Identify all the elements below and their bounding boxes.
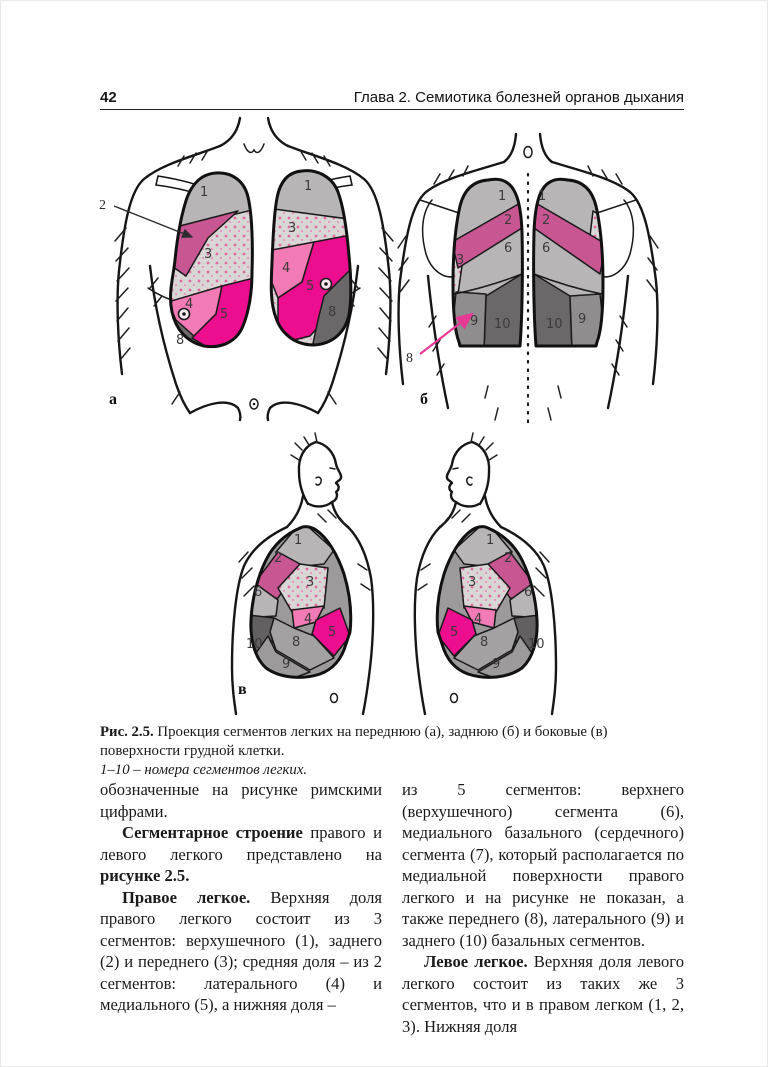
view-label-a: а [109, 391, 117, 408]
view-label-v: в [238, 681, 247, 698]
pointer-label-segment-8: 8 [406, 351, 413, 366]
front-right-lung [158, 162, 262, 362]
figure-caption-note: 1–10 – номера сегментов легких. [100, 762, 308, 778]
lateral-left-body [232, 433, 373, 714]
left-column [100, 779, 382, 1037]
paragraph [100, 822, 382, 887]
segment-number: 10 [546, 317, 563, 332]
segment-number: 10 [494, 317, 511, 332]
right-column [402, 779, 684, 1037]
segment-number: 4 [185, 297, 194, 312]
figure-caption [100, 723, 684, 780]
segment-number: 5 [220, 307, 229, 322]
segment-number: 9 [470, 314, 479, 329]
segment-number: 6 [524, 585, 533, 600]
segment-number: 8 [292, 635, 301, 650]
paragraph [402, 951, 684, 1037]
segment-number: 2 [504, 213, 513, 228]
segment-number: 9 [492, 657, 501, 672]
lung-segments-illustration [88, 116, 688, 718]
lateral-right-body [415, 433, 556, 714]
back-left-lung-field [444, 150, 528, 350]
segment-number: 6 [504, 241, 513, 256]
paragraph-text: Верхняя доля левого легкого состоит из таких же 3 сегментов, что и в правом легком (1, 2, 3). Нижняя доля [402, 952, 684, 1036]
page-header [100, 84, 684, 110]
lateral-views [232, 433, 556, 714]
torso-back-outline [398, 134, 658, 426]
segment-number: 1 [538, 189, 547, 204]
paragraph-bold: Сегментарное строение [122, 823, 303, 842]
paragraph-bold: рисунке 2.5. [100, 866, 190, 885]
paragraph-text: обозначенные на рисунке римскими цифрами. [100, 780, 382, 821]
segment-number: 3 [204, 247, 213, 262]
segment-number: 6 [254, 585, 263, 600]
back-right-lung-field [528, 150, 610, 350]
paragraph-text: правого и левого легкого представлено на [100, 823, 382, 864]
segment-number: 4 [282, 261, 291, 276]
segment-number: 10 [528, 637, 545, 652]
segment-number: 5 [450, 625, 459, 640]
paragraph [100, 887, 382, 1016]
paragraph-text: из 5 сегментов: верхнего (верхушечного) сегмента (6), медиального базального (сердечного) сегмента (7), который располагается по медиальной поверхности правого легкого и на рисунке не показан, а также переднего (8), латерального (9) и заднего (10) базальных сегментов. [402, 780, 684, 950]
segment-number: 4 [474, 612, 483, 627]
chapter-title: Глава 2. Семиотика болезней органов дыхания [353, 89, 684, 106]
paragraph-bold: Левое легкое. [424, 952, 528, 971]
segment-number: 8 [480, 635, 489, 650]
segment-number: 8 [176, 333, 185, 348]
segment-number: 9 [578, 312, 587, 327]
segment-number: 2 [274, 551, 283, 566]
paragraph [402, 779, 684, 951]
pointer-label-segment-2: 2 [99, 198, 106, 213]
segment-number: 1 [304, 179, 313, 194]
segment-number: 6 [542, 241, 551, 256]
segment-number: 1 [200, 185, 209, 200]
paragraph [100, 779, 382, 822]
segment-number: 1 [294, 533, 303, 548]
segment-number: 3 [306, 575, 315, 590]
front-view [99, 118, 393, 420]
segment-number: 9 [282, 657, 291, 672]
segment-number: 5 [328, 625, 337, 640]
figure-caption-text: Проекция сегментов легких на переднюю (а), заднюю (б) и боковые (в) поверхности грудной клетки. [100, 724, 608, 759]
segment-number: 1 [486, 533, 495, 548]
segment-number: 10 [246, 637, 263, 652]
segment-number: 1 [498, 189, 507, 204]
page-number: 42 [100, 89, 117, 106]
segment-number: 4 [304, 612, 313, 627]
back-view [398, 134, 658, 426]
segment-number: 3 [456, 253, 465, 268]
paragraph-text: Верхняя доля правого легкого состоит из 3 сегментов: верхушечного (1), заднего (2) и переднего (3); средняя доля – из 2 сегментов: латерального (4) и медиального (5), а нижняя доля – [100, 887, 382, 1014]
segment-number: 2 [504, 551, 513, 566]
segment-number: 8 [328, 305, 337, 320]
segment-number: 3 [468, 575, 477, 590]
figure-2-5 [88, 116, 688, 718]
figure-caption-label: Рис. 2.5. [100, 724, 154, 740]
segment-number: 5 [306, 279, 315, 294]
paragraph-bold: Правое легкое. [122, 887, 251, 907]
view-label-b: б [420, 391, 428, 408]
segment-number: 2 [542, 213, 551, 228]
body-text [100, 779, 684, 1037]
segment-number: 3 [288, 221, 297, 236]
